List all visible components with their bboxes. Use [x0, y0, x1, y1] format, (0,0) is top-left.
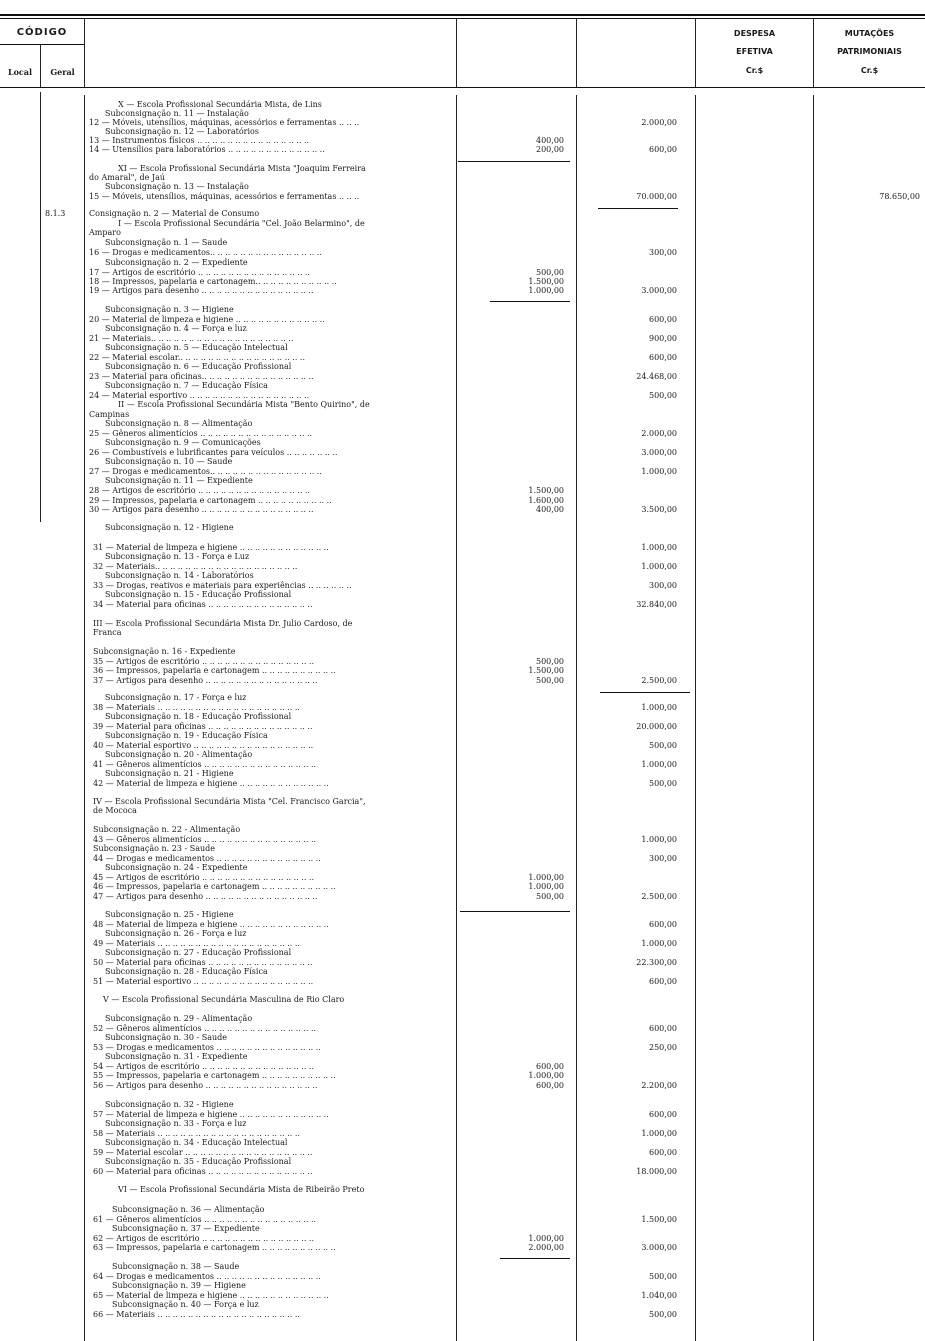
- row-description: Subconsignação n. 13 — Instalação: [105, 182, 249, 191]
- row-description: 27 — Drogas e medicamentos.. .. .. .. .. .. .. .. .. .. .. .. .. .. ..: [89, 467, 322, 476]
- header-mutacoes-unit: Cr.$: [860, 66, 879, 75]
- ledger-row: [0, 1243, 925, 1253]
- row-partial-value: 1.000,00: [528, 286, 564, 295]
- row-description: Subconsignação n. 7 — Educação Física: [105, 381, 268, 390]
- row-description: Subconsignação n. 21 - Higiene: [105, 769, 234, 778]
- row-description: X — Escola Profissional Secundária Mista, de Lins: [118, 100, 322, 109]
- row-partial-value: 600,00: [536, 1062, 564, 1071]
- ledger-row: [0, 571, 925, 581]
- row-description: 59 — Material escolar .. .. .. .. .. .. .. .. .. .. .. .. .. .. .. .. ..: [93, 1148, 313, 1157]
- row-description: 40 — Material esportivo .. .. .. .. .. .. .. .. .. .. .. .. .. .. .. ..: [93, 741, 314, 750]
- header-despesa: DESPESA: [733, 29, 776, 38]
- row-partial-value: 1.000,00: [528, 873, 564, 882]
- row-despesa-value: 300,00: [649, 248, 677, 257]
- row-despesa-value: 3.500,00: [641, 505, 677, 514]
- row-description: IV — Escola Profissional Secundária Mista "Cel. Francisco Garcia",: [93, 797, 366, 806]
- ledger-row: [0, 552, 925, 562]
- row-description: 16 — Drogas e medicamentos.. .. .. .. .. .. .. .. .. .. .. .. .. .. ..: [89, 248, 322, 257]
- row-description: 12 — Móveis, utensílios, máquinas, acessórios e ferramentas .. .. ..: [89, 118, 360, 127]
- row-description: 58 — Materiais .. .. .. .. .. .. .. .. .. .. .. .. .. .. .. .. .. .. ..: [93, 1129, 300, 1138]
- ledger-row: [0, 825, 925, 835]
- ledger-row: [0, 647, 925, 657]
- row-description: 56 — Artigos para desenho .. .. .. .. .. .. .. .. .. .. .. .. .. .. ..: [93, 1081, 318, 1090]
- row-description: Subconsignação n. 2 — Expediente: [105, 258, 248, 267]
- row-description: I — Escola Profissional Secundária "Cel. João Belarmino", de: [118, 219, 365, 228]
- row-despesa-value: 600,00: [649, 1148, 677, 1157]
- row-despesa-value: 900,00: [649, 334, 677, 343]
- row-despesa-value: 1.000,00: [641, 760, 677, 769]
- row-description: Subconsignação n. 39 — Higiene: [112, 1281, 246, 1290]
- row-description: Subconsignação n. 16 - Expediente: [93, 647, 236, 656]
- row-partial-value: 500,00: [536, 676, 564, 685]
- row-despesa-value: 1.000,00: [641, 543, 677, 552]
- row-description: Subconsignação n. 8 — Alimentação: [105, 419, 253, 428]
- row-description: Subconsignação n. 4 — Força e luz: [105, 324, 247, 333]
- row-despesa-value: 2.000,00: [641, 429, 677, 438]
- row-description: 25 — Gêneros alimentícios .. .. .. .. .. .. .. .. .. .. .. .. .. .. ..: [89, 429, 313, 438]
- row-despesa-value: 3.000,00: [641, 286, 677, 295]
- row-description: Subconsignação n. 29 - Alimentação: [105, 1014, 253, 1023]
- row-description: 31 — Material de limpeza e higiene .. .. .. .. .. .. .. .. .. .. .. ..: [93, 543, 329, 552]
- row-despesa-value: 18.000,00: [636, 1167, 677, 1176]
- row-description: 19 — Artigos para desenho .. .. .. .. .. .. .. .. .. .. .. .. .. .. ..: [89, 286, 314, 295]
- row-description: 29 — Impressos, papelaria e cartonagem .. .. .. .. .. .. .. .. .. ..: [89, 496, 332, 505]
- ledger-row: [0, 1071, 925, 1081]
- row-description: Subconsignação n. 12 — Laboratórios: [105, 127, 259, 136]
- ledger-row: [0, 1157, 925, 1167]
- row-description: Subconsignação n. 35 - Educação Profissional: [105, 1157, 292, 1166]
- ledger-row: [0, 1185, 925, 1195]
- row-description: 48 — Material de limpeza e higiene .. .. .. .. .. .. .. .. .. .. .. ..: [93, 920, 329, 929]
- row-description: Subconsignação n. 1 — Saude: [105, 238, 228, 247]
- ledger-row: [0, 977, 925, 987]
- row-description: 41 — Gêneros alimentícios .. .. .. .. .. .. .. .. .. .. .. .. .. .. ..: [93, 760, 317, 769]
- ledger-row: [0, 1262, 925, 1272]
- ledger-row: [0, 806, 925, 816]
- row-despesa-value: 2.000,00: [641, 118, 677, 127]
- row-partial-value: 500,00: [536, 268, 564, 277]
- row-description: 20 — Material de limpeza e higiene .. .. .. .. .. .. .. .. .. .. .. ..: [89, 315, 325, 324]
- row-partial-value: 1.500,00: [528, 666, 564, 675]
- ledger-row: [0, 910, 925, 920]
- row-description: 21 — Materiais.. .. .. .. .. .. .. .. .. .. .. .. .. .. .. .. .. .. ..: [89, 334, 294, 343]
- row-description: 13 — Instrumentos físicos .. .. .. .. .. .. .. .. .. .. .. .. .. .. ..: [89, 136, 310, 145]
- row-description: 30 — Artigos para desenho .. .. .. .. .. .. .. .. .. .. .. .. .. .. ..: [89, 505, 314, 514]
- ledger-row: [0, 1014, 925, 1024]
- row-description: 50 — Material para oficinas .. .. .. .. .. .. .. .. .. .. .. .. .. ..: [93, 958, 313, 967]
- row-description: Subconsignação n. 26 - Força e luz: [105, 929, 247, 938]
- row-description: 53 — Drogas e medicamentos .. .. .. .. .. .. .. .. .. .. .. .. .. ..: [93, 1043, 321, 1052]
- row-despesa-value: 500,00: [649, 779, 677, 788]
- row-despesa-value: 3.000,00: [641, 448, 677, 457]
- ledger-row: [0, 1167, 925, 1177]
- row-despesa-value: 500,00: [649, 741, 677, 750]
- ledger-row: [0, 892, 925, 902]
- row-description: Subconsignação n. 40 — Força e luz: [112, 1300, 259, 1309]
- row-despesa-value: 22.300,00: [636, 958, 677, 967]
- row-despesa-value: 1.000,00: [641, 703, 677, 712]
- ledger-row: [0, 600, 925, 610]
- row-description: 64 — Drogas e medicamentos .. .. .. .. .. .. .. .. .. .. .. .. .. ..: [93, 1272, 321, 1281]
- row-partial-value: 500,00: [536, 892, 564, 901]
- row-description: Subconsignação n. 28 - Educação Física: [105, 967, 268, 976]
- row-despesa-value: 1.000,00: [641, 835, 677, 844]
- row-description: Subconsignação n. 36 — Alimentação: [112, 1205, 265, 1214]
- row-description: Subconsignação n. 24 - Expediente: [105, 863, 248, 872]
- row-description: Subconsignação n. 17 - Força e luz: [105, 693, 247, 702]
- ledger-row: [0, 995, 925, 1005]
- row-description: 62 — Artigos de escritório .. .. .. .. .. .. .. .. .. .. .. .. .. .. ..: [93, 1234, 314, 1243]
- ledger-row: [0, 505, 925, 515]
- row-description: Campinas: [89, 410, 130, 419]
- ledger-row: [0, 343, 925, 353]
- ledger-row: [0, 419, 925, 429]
- row-despesa-value: 2.200,00: [641, 1081, 677, 1090]
- row-description: 38 — Materiais .. .. .. .. .. .. .. .. .. .. .. .. .. .. .. .. .. .. ..: [93, 703, 300, 712]
- row-partial-value: 1.600,00: [528, 496, 564, 505]
- row-description: 14 — Utensílios para laboratórios .. .. .. .. .. .. .. .. .. .. .. .. ..: [89, 145, 325, 154]
- row-description: Subconsignação n. 13 - Força e Luz: [105, 552, 250, 561]
- row-description: 33 — Drogas, reativos e materiais para experiências .. .. .. .. .. ..: [93, 581, 352, 590]
- row-description: 47 — Artigos para desenho .. .. .. .. .. .. .. .. .. .. .. .. .. .. ..: [93, 892, 318, 901]
- row-partial-value: 1.000,00: [528, 882, 564, 891]
- ledger-row: [0, 145, 925, 155]
- ledger-row: [0, 1100, 925, 1110]
- row-description: 55 — Impressos, papelaria e cartonagem .. .. .. .. .. .. .. .. .. ..: [93, 1071, 336, 1080]
- header-patrimoniais: PATRIMONIAIS: [837, 47, 902, 56]
- row-description: 61 — Gêneros alimentícios .. .. .. .. .. .. .. .. .. .. .. .. .. .. ..: [93, 1215, 317, 1224]
- row-description: Subconsignação n. 25 - Higiene: [105, 910, 234, 919]
- row-description: Subconsignação n. 12 - Higiene: [105, 523, 234, 532]
- row-description: XI — Escola Profissional Secundária Mista "Joaquim Ferreira: [118, 164, 366, 173]
- row-description: 44 — Drogas e medicamentos .. .. .. .. .. .. .. .. .. .. .. .. .. ..: [93, 854, 321, 863]
- row-description: Subconsignação n. 38 — Saude: [112, 1262, 240, 1271]
- row-description: 45 — Artigos de escritório .. .. .. .. .. .. .. .. .. .. .. .. .. .. ..: [93, 873, 314, 882]
- ledger-row: [0, 1052, 925, 1062]
- ledger-row: [0, 779, 925, 789]
- row-description: 46 — Impressos, papelaria e cartonagem .. .. .. .. .. .. .. .. .. ..: [93, 882, 336, 891]
- ledger-row: [0, 628, 925, 638]
- row-despesa-value: 1.000,00: [641, 467, 677, 476]
- row-description: Subconsignação n. 18 - Educação Profissional: [105, 712, 292, 721]
- row-partial-value: 600,00: [536, 1081, 564, 1090]
- row-description: 18 — Impressos, papelaria e cartonagem.. .. .. .. .. .. .. .. .. .. ..: [89, 277, 337, 286]
- row-despesa-value: 70.000,00: [636, 192, 677, 201]
- ledger-row: [0, 1119, 925, 1129]
- ledger-row: [0, 1224, 925, 1234]
- ledger-row: [0, 182, 925, 192]
- row-partial-value: 1.500,00: [528, 486, 564, 495]
- row-local-code: 8.1.3: [45, 209, 66, 218]
- row-description: Subconsignação n. 20 - Alimentação: [105, 750, 253, 759]
- row-despesa-value: 1.000,00: [641, 939, 677, 948]
- row-description: 54 — Artigos de escritório .. .. .. .. .. .. .. .. .. .. .. .. .. .. ..: [93, 1062, 314, 1071]
- row-description: 66 — Materiais .. .. .. .. .. .. .. .. .. .. .. .. .. .. .. .. .. .. ..: [93, 1310, 300, 1319]
- row-description: 22 — Material escolar.. .. .. .. .. .. .. .. .. .. .. .. .. .. .. .. ..: [89, 353, 305, 362]
- row-despesa-value: 600,00: [649, 977, 677, 986]
- row-description: Subconsignação n. 11 — Expediente: [105, 476, 253, 485]
- row-partial-value: 2.000,00: [528, 1243, 564, 1252]
- row-despesa-value: 300,00: [649, 581, 677, 590]
- row-partial-value: 1.000,00: [528, 1071, 564, 1080]
- ledger-row: [0, 438, 925, 448]
- ledger-row: [0, 209, 925, 219]
- ledger-row: [0, 1081, 925, 1091]
- ledger-row: [0, 248, 925, 258]
- ledger-row: [0, 1033, 925, 1043]
- row-description: Franca: [93, 628, 122, 637]
- row-description: Subconsignação n. 31 - Expediente: [105, 1052, 248, 1061]
- ledger-row: [0, 362, 925, 372]
- row-despesa-value: 600,00: [649, 1024, 677, 1033]
- row-despesa-value: 2.500,00: [641, 892, 677, 901]
- ledger-row: [0, 457, 925, 467]
- row-description: 49 — Materiais .. .. .. .. .. .. .. .. .. .. .. .. .. .. .. .. .. .. ..: [93, 939, 300, 948]
- ledger-row: [0, 1205, 925, 1215]
- row-despesa-value: 32.840,00: [636, 600, 677, 609]
- ledger-row: [0, 863, 925, 873]
- ledger-row: [0, 967, 925, 977]
- row-description: V — Escola Profissional Secundária Masculina de Rio Claro: [103, 995, 345, 1004]
- ledger-row: [0, 486, 925, 496]
- row-description: de Mococa: [93, 806, 137, 815]
- row-mutacoes-value: 78.650,00: [879, 192, 920, 201]
- row-partial-value: 1.000,00: [528, 1234, 564, 1243]
- ledger-row: [0, 523, 925, 533]
- header-despesa-unit: Cr.$: [745, 66, 764, 75]
- row-description: 52 — Gêneros alimentícios .. .. .. .. .. .. .. .. .. .. .. .. .. .. ..: [93, 1024, 317, 1033]
- row-description: 32 — Materiais.. .. .. .. .. .. .. .. .. .. .. .. .. .. .. .. .. .. ..: [93, 562, 298, 571]
- row-description: 65 — Material de limpeza e higiene .. .. .. .. .. .. .. .. .. .. .. ..: [93, 1291, 329, 1300]
- row-despesa-value: 1.040,00: [641, 1291, 677, 1300]
- ledger-row: [0, 381, 925, 391]
- row-description: 39 — Material para oficinas .. .. .. .. .. .. .. .. .. .. .. .. .. ..: [93, 722, 313, 731]
- row-description: Subconsignação n. 11 — Instalação: [105, 109, 249, 118]
- ledger-row: [0, 693, 925, 703]
- row-description: Subconsignação n. 23 - Saude: [93, 844, 215, 853]
- row-despesa-value: 500,00: [649, 1272, 677, 1281]
- row-description: 23 — Material para oficinas.. .. .. .. .. .. .. .. .. .. .. .. .. .. ..: [89, 372, 314, 381]
- ledger-row: [0, 192, 925, 202]
- ledger-row: [0, 228, 925, 238]
- row-despesa-value: 1.500,00: [641, 1215, 677, 1224]
- row-description: 17 — Artigos de escritório .. .. .. .. .. .. .. .. .. .. .. .. .. .. ..: [89, 268, 310, 277]
- row-description: Consignação n. 2 — Material de Consumo: [89, 209, 260, 218]
- row-despesa-value: 2.500,00: [641, 676, 677, 685]
- ledger-row: [0, 1138, 925, 1148]
- row-description: Subconsignação n. 10 — Saude: [105, 457, 233, 466]
- row-description: do Amaral", de Jaú: [89, 173, 166, 182]
- row-description: Subconsignação n. 27 - Educação Profissional: [105, 948, 292, 957]
- row-description: 36 — Impressos, papelaria e cartonagem .. .. .. .. .. .. .. .. .. ..: [93, 666, 336, 675]
- ledger-row: [0, 590, 925, 600]
- row-partial-value: 1.500,00: [528, 277, 564, 286]
- ledger-row: [0, 948, 925, 958]
- ledger-row: [0, 238, 925, 248]
- row-description: Subconsignação n. 9 — Comunicações: [105, 438, 261, 447]
- ledger-row: [0, 712, 925, 722]
- row-despesa-value: 600,00: [649, 315, 677, 324]
- row-description: 57 — Material de limpeza e higiene .. .. .. .. .. .. .. .. .. .. .. ..: [93, 1110, 329, 1119]
- ledger-row: [0, 750, 925, 760]
- ledger-row: [0, 844, 925, 854]
- row-description: 35 — Artigos de escritório .. .. .. .. .. .. .. .. .. .. .. .. .. .. ..: [93, 657, 314, 666]
- row-description: Amparo: [89, 228, 121, 237]
- row-despesa-value: 20.000,00: [636, 722, 677, 731]
- row-description: Subconsignação n. 19 - Educação Física: [105, 731, 268, 740]
- ledger-row: [0, 1300, 925, 1310]
- row-despesa-value: 1.000,00: [641, 562, 677, 571]
- row-description: 34 — Material para oficinas .. .. .. .. .. .. .. .. .. .. .. .. .. ..: [93, 600, 313, 609]
- ledger-row: [0, 676, 925, 686]
- ledger-row: [0, 731, 925, 741]
- row-despesa-value: 250,00: [649, 1043, 677, 1052]
- ledger-row: [0, 1281, 925, 1291]
- row-despesa-value: 1.000,00: [641, 1129, 677, 1138]
- row-description: 42 — Material de limpeza e higiene .. .. .. .. .. .. .. .. .. .. .. ..: [93, 779, 329, 788]
- row-description: 37 — Artigos para desenho .. .. .. .. .. .. .. .. .. .. .. .. .. .. ..: [93, 676, 318, 685]
- ledger-row: [0, 1310, 925, 1320]
- row-description: Subconsignação n. 37 — Expediente: [112, 1224, 260, 1233]
- row-description: Subconsignação n. 34 - Educação Intelectual: [105, 1138, 288, 1147]
- row-description: 26 — Combustíveis e lubrificantes para veículos .. .. .. .. .. .. ..: [89, 448, 338, 457]
- row-description: 28 — Artigos de escritório .. .. .. .. .. .. .. .. .. .. .. .. .. .. ..: [89, 486, 310, 495]
- header-geral: Geral: [50, 67, 75, 77]
- ledger-row: [0, 666, 925, 676]
- row-despesa-value: 3.000,00: [641, 1243, 677, 1252]
- row-description: 43 — Gêneros alimentícios .. .. .. .. .. .. .. .. .. .. .. .. .. .. ..: [93, 835, 317, 844]
- row-despesa-value: 500,00: [649, 1310, 677, 1319]
- row-partial-value: 400,00: [536, 136, 564, 145]
- row-despesa-value: 600,00: [649, 353, 677, 362]
- header-mutacoes: MUTAÇÕES: [844, 29, 895, 38]
- row-description: III — Escola Profissional Secundária Mista Dr. Julio Cardoso, de: [93, 619, 353, 628]
- row-description: Subconsignação n. 32 - Higiene: [105, 1100, 234, 1109]
- row-description: 63 — Impressos, papelaria e cartonagem .. .. .. .. .. .. .. .. .. ..: [93, 1243, 336, 1252]
- header-codigo: CÓDIGO: [16, 27, 68, 38]
- row-partial-value: 400,00: [536, 505, 564, 514]
- row-description: 60 — Material para oficinas .. .. .. .. .. .. .. .. .. .. .. .. .. ..: [93, 1167, 313, 1176]
- row-description: Subconsignação n. 14 - Laboratórios: [105, 571, 254, 580]
- ledger-row: [0, 258, 925, 268]
- row-despesa-value: 600,00: [649, 1110, 677, 1119]
- row-description: VI — Escola Profissional Secundária Mista de Ribeirão Preto: [118, 1185, 365, 1194]
- ledger-row: [0, 324, 925, 334]
- row-description: 24 — Material esportivo .. .. .. .. .. .. .. .. .. .. .. .. .. .. .. ..: [89, 391, 310, 400]
- ledger-row: [0, 769, 925, 779]
- row-description: Subconsignação n. 6 — Educação Profissional: [105, 362, 292, 371]
- ledger-row: [0, 476, 925, 486]
- ledger-row: [0, 882, 925, 892]
- row-description: Subconsignação n. 33 - Força e luz: [105, 1119, 247, 1128]
- header-local: Local: [7, 67, 33, 77]
- row-description: Subconsignação n. 15 - Educação Profissional: [105, 590, 292, 599]
- row-despesa-value: 600,00: [649, 920, 677, 929]
- row-partial-value: 500,00: [536, 657, 564, 666]
- row-description: 51 — Material esportivo .. .. .. .. .. .. .. .. .. .. .. .. .. .. .. ..: [93, 977, 314, 986]
- row-description: II — Escola Profissional Secundária Mista "Bento Quirino", de: [118, 400, 370, 409]
- ledger-row: [0, 286, 925, 296]
- row-description: 15 — Móveis, utensílios, máquinas, acessórios e ferramentas .. .. ..: [89, 192, 360, 201]
- row-despesa-value: 500,00: [649, 391, 677, 400]
- row-description: Subconsignação n. 22 - Alimentação: [93, 825, 241, 834]
- row-despesa-value: 24.468,00: [636, 372, 677, 381]
- row-despesa-value: 600,00: [649, 145, 677, 154]
- row-description: Subconsignação n. 30 - Saude: [105, 1033, 227, 1042]
- ledger-row: [0, 400, 925, 410]
- ledger-row: [0, 929, 925, 939]
- row-despesa-value: 300,00: [649, 854, 677, 863]
- row-description: Subconsignação n. 3 — Higiene: [105, 305, 234, 314]
- header-efetiva: EFETIVA: [736, 47, 773, 56]
- row-partial-value: 200,00: [536, 145, 564, 154]
- row-description: Subconsignação n. 5 — Educação Intelectual: [105, 343, 288, 352]
- ledger-row: [0, 305, 925, 315]
